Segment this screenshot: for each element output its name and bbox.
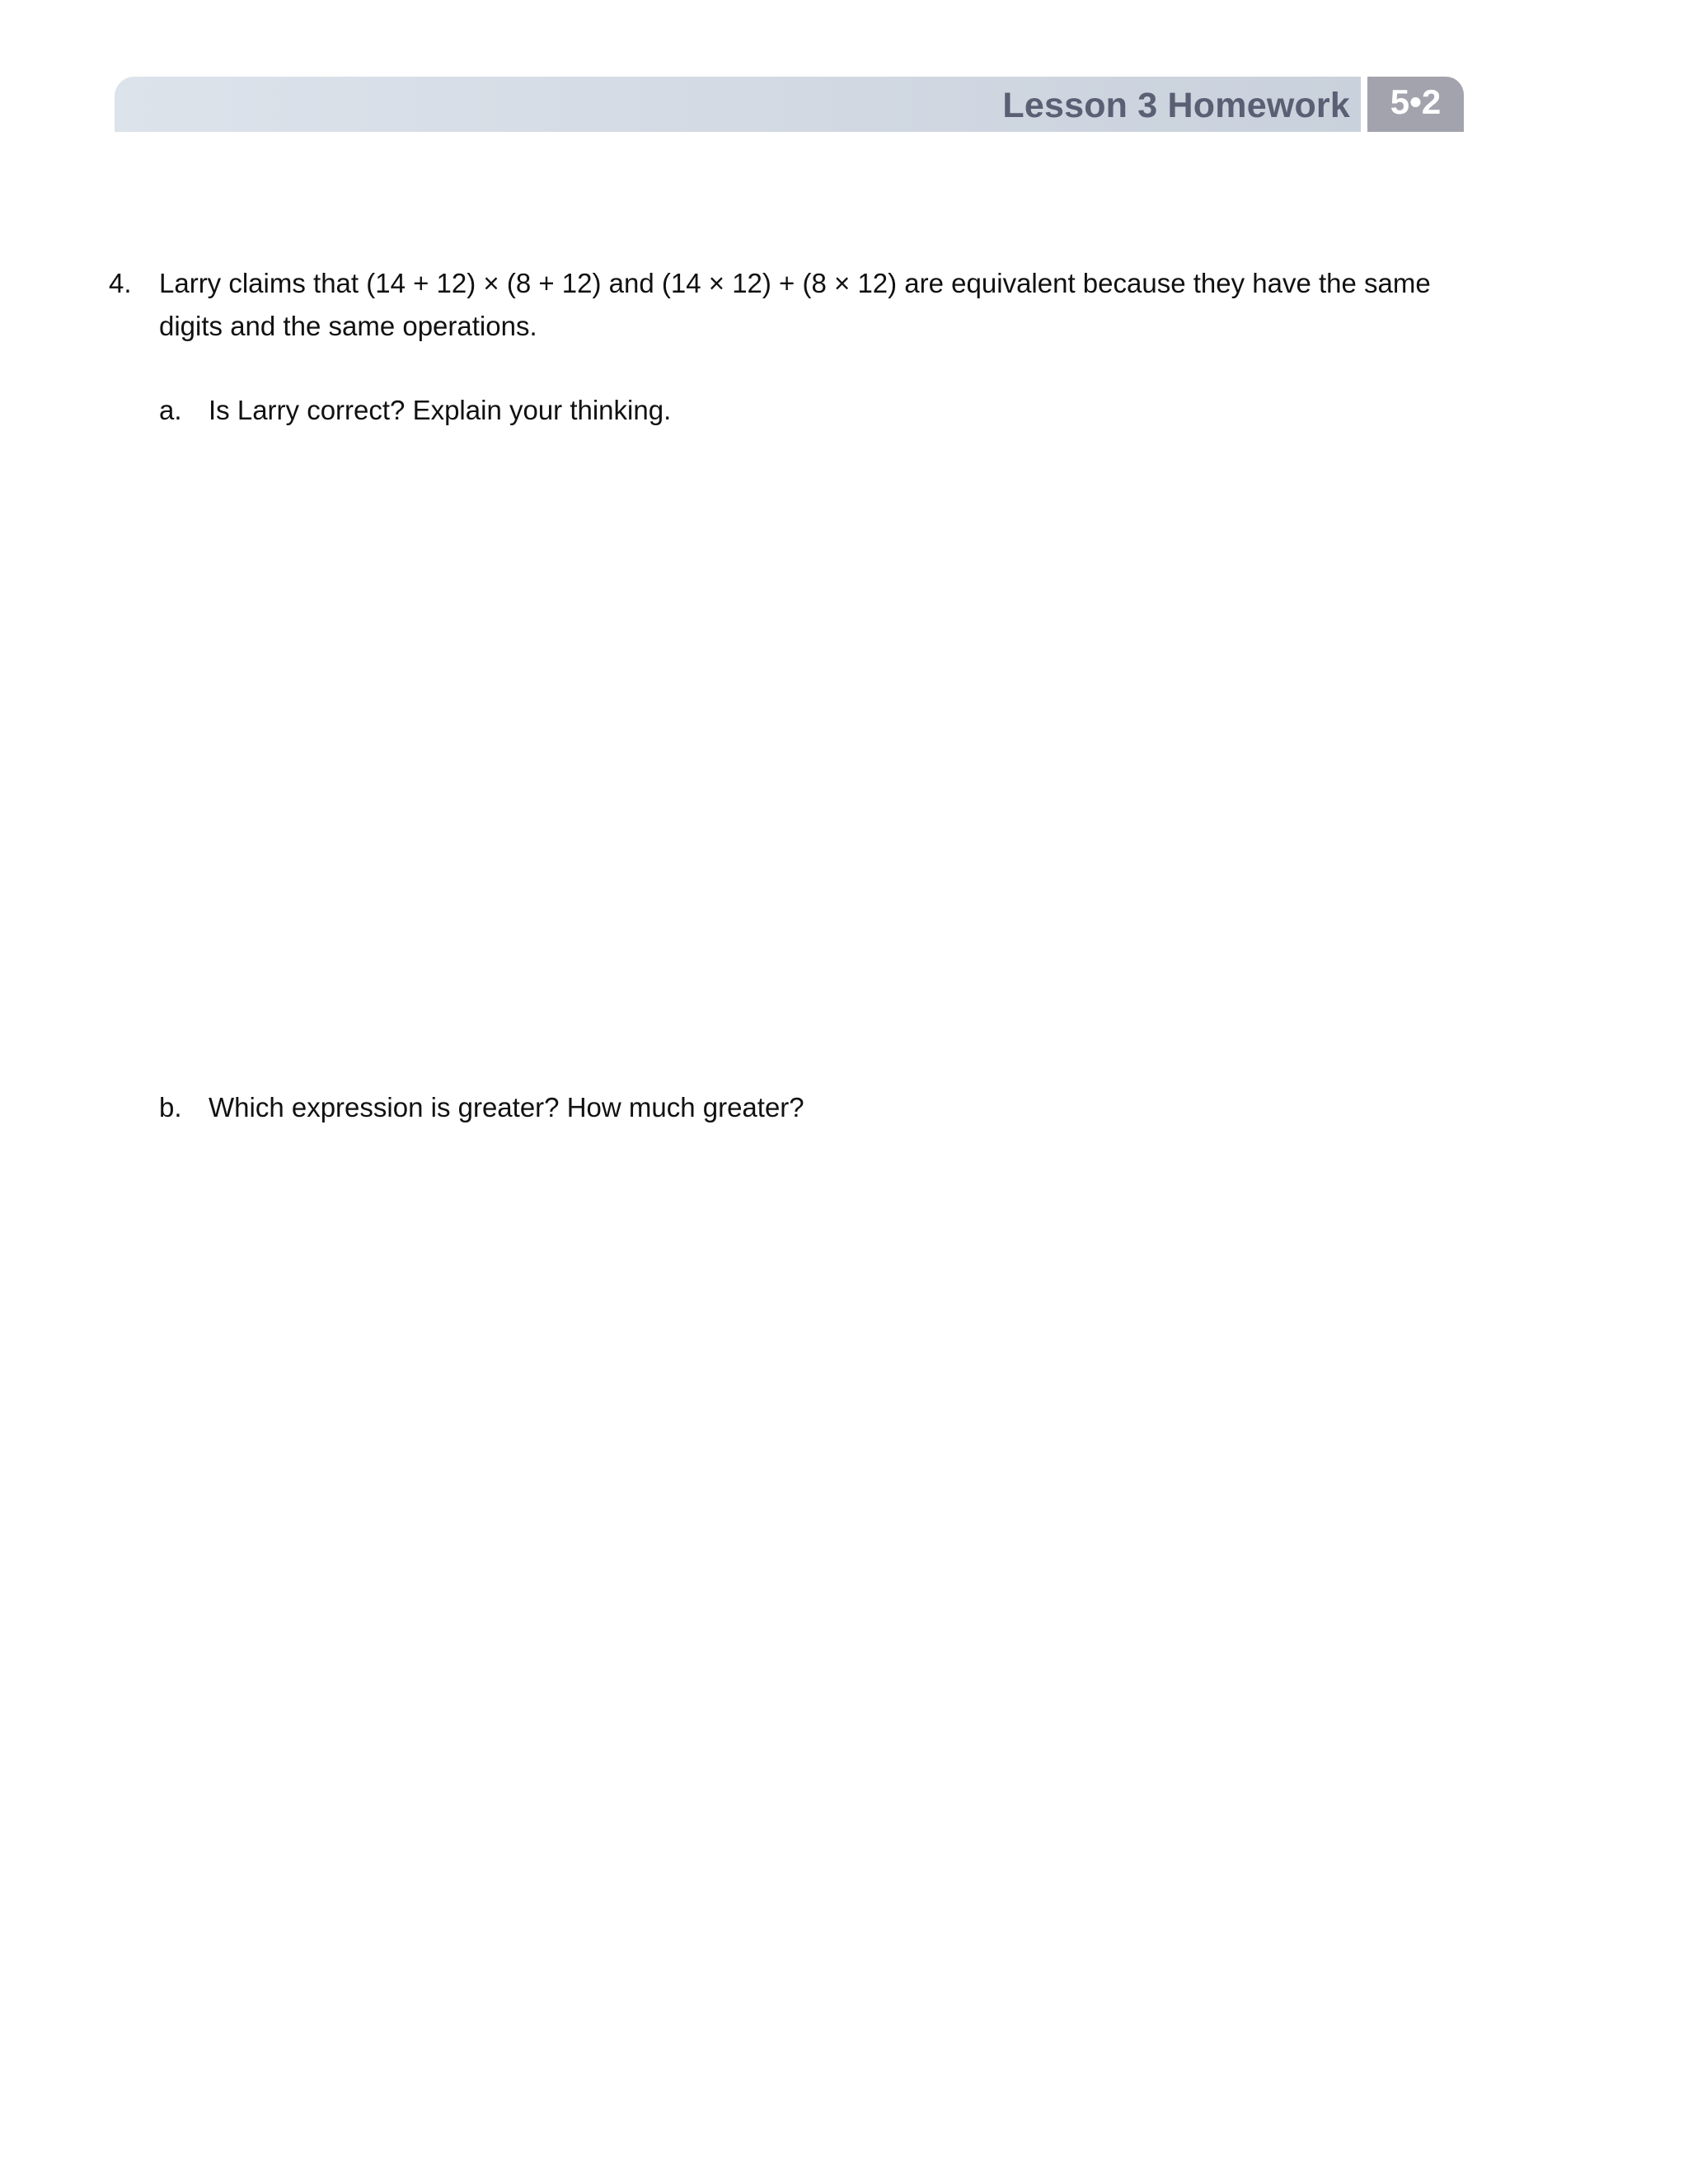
sub-question-text: Is Larry correct? Explain your thinking. — [209, 395, 672, 425]
answer-space-b[interactable] — [159, 1146, 1461, 2093]
module-badge: 5•2 — [1367, 77, 1464, 132]
problem-number: 4. — [109, 268, 132, 298]
sub-question-letter: b. — [159, 1092, 182, 1122]
problem-text: Larry claims that (14 + 12) × (8 + 12) and (14 × 12) + (8 × 12) are equivalent because they have the same digits and the same operations. — [159, 268, 1431, 341]
sub-question-text: Which expression is greater? How much greater? — [209, 1092, 804, 1122]
sub-question-a — [159, 389, 1148, 432]
sub-question-letter: a. — [159, 395, 182, 425]
answer-space-a[interactable] — [159, 445, 1461, 1055]
lesson-title: Lesson 3 Homework — [1002, 86, 1350, 125]
header-divider — [1361, 77, 1367, 132]
sub-question-b — [159, 1086, 1148, 1129]
